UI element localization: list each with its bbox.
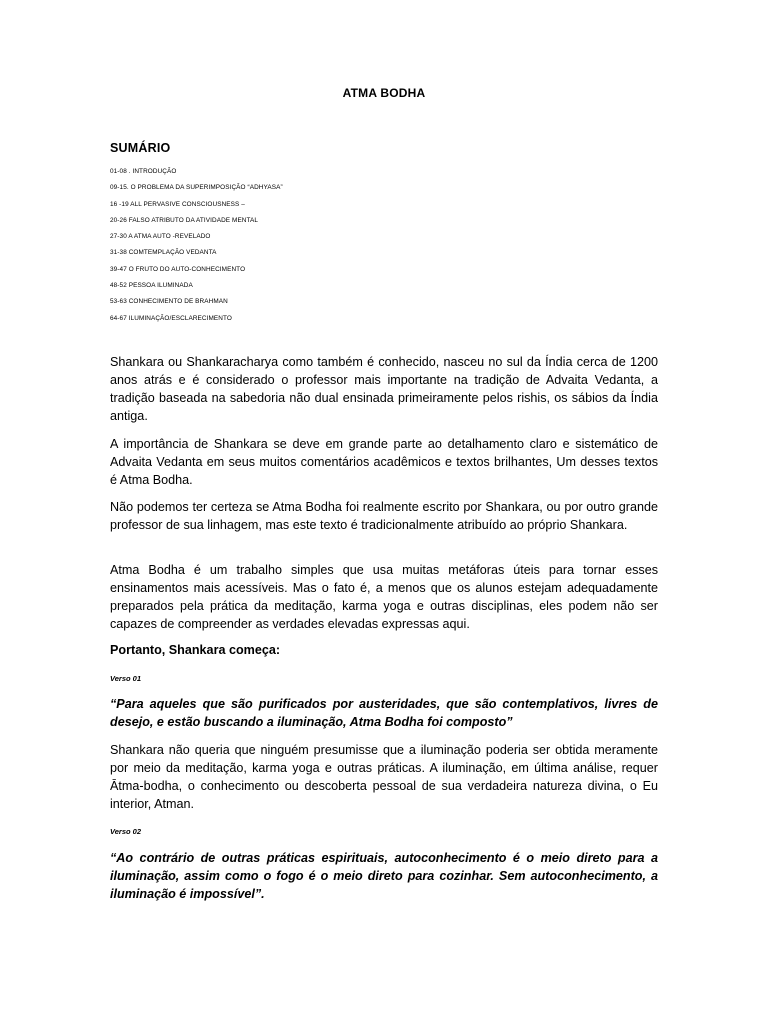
verse-02-label: Verso 02: [110, 827, 141, 836]
toc-item: 20-26 FALSO ATRIBUTO DA ATIVIDADE MENTAL: [110, 216, 259, 224]
verse-01-quote: “Para aqueles que são purificados por austeridades, que são contemplativos, livres de desejo, e estão buscando a iluminação, Atma Bodha foi composto”: [110, 697, 658, 729]
verse-01-label: Verso 01: [110, 674, 141, 683]
toc-item: 09-15. O PROBLEMA DA SUPERIMPOSIÇÃO “ADHYASA”: [110, 184, 283, 192]
toc-item: 53-63 CONHECIMENTO DE BRAHMAN: [110, 298, 228, 306]
intro-paragraph-1: Shankara ou Shankaracharya como também é conhecido, nasceu no sul da Índia cerca de 1200 anos atrás e é considerado o professor mais importante na tradição de Advaita Vedanta, a tradição baseada na sabedoria não dual ensinada primeiramente pelos rishis, os sábios da Índia antiga.: [110, 355, 658, 423]
document-title: ATMA BODHA: [342, 86, 426, 100]
verse-01-commentary: Shankara não queria que ninguém presumisse que a iluminação poderia ser obtida meramente por meio da meditação, karma yoga e outras práticas. A iluminação, em última análise, requer Ātma-bodha, o conhecimento ou descoberta pessoal de sua verdadeira natureza divina, o Eu interior, Atman.: [110, 743, 658, 811]
toc-item: 27-30 A ATMA AUTO -REVELADO: [110, 233, 211, 241]
toc-item: 39-47 O FRUTO DO AUTO-CONHECIMENTO: [110, 265, 246, 273]
toc-item: 01-08 . INTRODUÇÃO: [110, 168, 177, 175]
toc-item: 64-67 ILUMINAÇÃO/ESCLARECIMENTO: [110, 314, 232, 322]
intro-paragraph-2: A importância de Shankara se deve em grande parte ao detalhamento claro e sistemático de Advaita Vedanta em seus muitos comentários acadêmicos e textos brilhantes, Um desses textos é Atma Bodha.: [110, 437, 658, 487]
summary-heading: SUMÁRIO: [110, 141, 171, 155]
table-of-contents: [110, 168, 283, 331]
toc-item: 48-52 PESSOA ILUMINADA: [110, 282, 193, 290]
transition-paragraph: Portanto, Shankara começa:: [110, 643, 281, 657]
toc-item: 31-38 COMTEMPLAÇÃO VEDANTA: [110, 249, 217, 257]
intro-paragraph-4: Atma Bodha é um trabalho simples que usa muitas metáforas úteis para tornar esses ensinamentos mais acessíveis. Mas o fato é, a menos que os alunos estejam adequadamente preparados pela prática da meditação, karma yoga e outras disciplinas, eles podem não ser capazes de compreender as verdades elevadas expressas aqui.: [110, 563, 658, 631]
intro-paragraph-3: Não podemos ter certeza se Atma Bodha foi realmente escrito por Shankara, ou por outro grande professor de sua linhagem, mas este texto é tradicionalmente atribuído ao próprio Shankara.: [110, 500, 658, 532]
toc-item: 16 -19 ALL PERVASIVE CONSCIOUSNESS –: [110, 200, 245, 208]
verse-02-quote: “Ao contrário de outras práticas espirituais, autoconhecimento é o meio direto para a iluminação, assim como o fogo é o meio direto para cozinhar. Sem autoconhecimento, a iluminação é impossível”.: [110, 851, 658, 901]
